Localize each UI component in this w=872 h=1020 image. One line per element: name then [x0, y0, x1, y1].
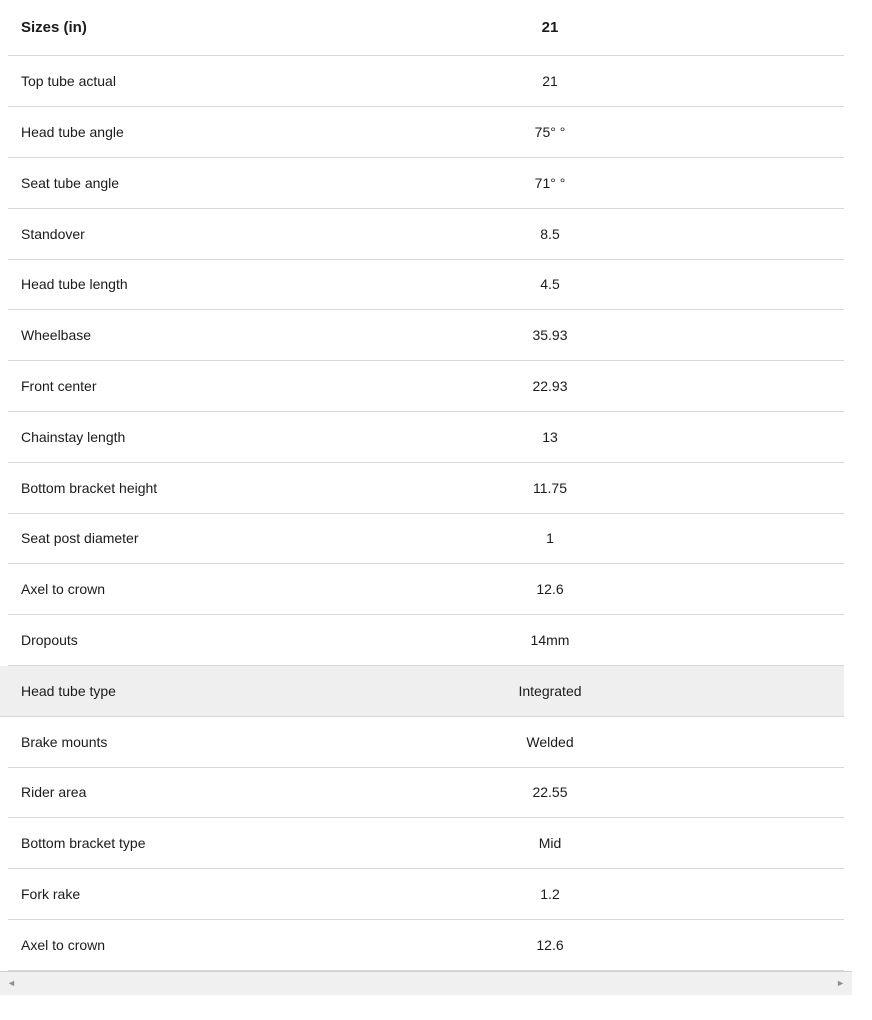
size-column-header: 21 [541, 19, 559, 37]
spec-value: Mid [538, 835, 562, 852]
spec-value: 13 [542, 428, 558, 445]
spec-value: 35.93 [532, 327, 568, 344]
table-row [8, 818, 844, 869]
table-row [8, 920, 844, 971]
spec-label: Head tube length [21, 276, 128, 293]
spec-label: Head tube type [21, 682, 116, 699]
spec-value: 21 [542, 73, 558, 90]
spec-label: Bottom bracket height [21, 479, 158, 496]
table-row [8, 260, 844, 311]
spec-label: Seat post diameter [21, 530, 139, 547]
table-row [0, 666, 844, 717]
table-row [8, 768, 844, 819]
spec-label: Seat tube angle [21, 174, 120, 191]
spec-value: 75° ° [534, 124, 566, 141]
spec-label: Axel to crown [21, 581, 106, 598]
spec-label: Fork rake [21, 886, 81, 903]
spec-label: Axel to crown [21, 936, 106, 953]
spec-value: 12.6 [536, 581, 564, 598]
table-row [8, 514, 844, 565]
table-row [8, 158, 844, 209]
spec-label: Bottom bracket type [21, 835, 146, 852]
spec-label: Dropouts [21, 632, 78, 649]
table-row [8, 361, 844, 412]
scroll-left-icon[interactable]: ◄ [7, 977, 16, 988]
spec-label: Front center [21, 378, 97, 395]
table-row [8, 717, 844, 768]
table-row [8, 107, 844, 158]
table-row [8, 463, 844, 514]
spec-label: Standover [21, 225, 85, 242]
spec-value: 71° ° [534, 174, 566, 191]
spec-value: Welded [526, 733, 574, 750]
spec-label: Head tube angle [21, 124, 124, 141]
table-body [8, 56, 844, 970]
spec-label: Chainstay length [21, 428, 126, 445]
table-row [8, 56, 844, 107]
spec-label: Brake mounts [21, 733, 108, 750]
spec-value: 14mm [530, 632, 570, 649]
table-row [8, 564, 844, 615]
table-row [8, 615, 844, 666]
table-row [8, 412, 844, 463]
table-header-row [8, 0, 844, 56]
spec-label: Top tube actual [21, 73, 116, 90]
spec-value: 22.93 [532, 378, 568, 395]
spec-label: Rider area [21, 784, 87, 801]
geometry-spec-table [8, 0, 844, 971]
table-row [8, 310, 844, 361]
table-row [8, 209, 844, 260]
spec-value: Integrated [518, 682, 582, 699]
spec-label: Wheelbase [21, 327, 92, 344]
spec-value: 8.5 [540, 225, 560, 242]
spec-value: 11.75 [533, 479, 567, 496]
sizes-header-label: Sizes (in) [21, 19, 87, 37]
spec-value: 1 [546, 530, 554, 547]
spec-value: 12.6 [536, 936, 564, 953]
spec-value: 4.5 [540, 276, 560, 293]
spec-value: 22.55 [532, 784, 568, 801]
table-row [8, 869, 844, 920]
horizontal-scrollbar[interactable] [0, 971, 852, 995]
spec-value: 1.2 [540, 886, 560, 903]
scroll-right-icon[interactable]: ► [836, 977, 845, 988]
